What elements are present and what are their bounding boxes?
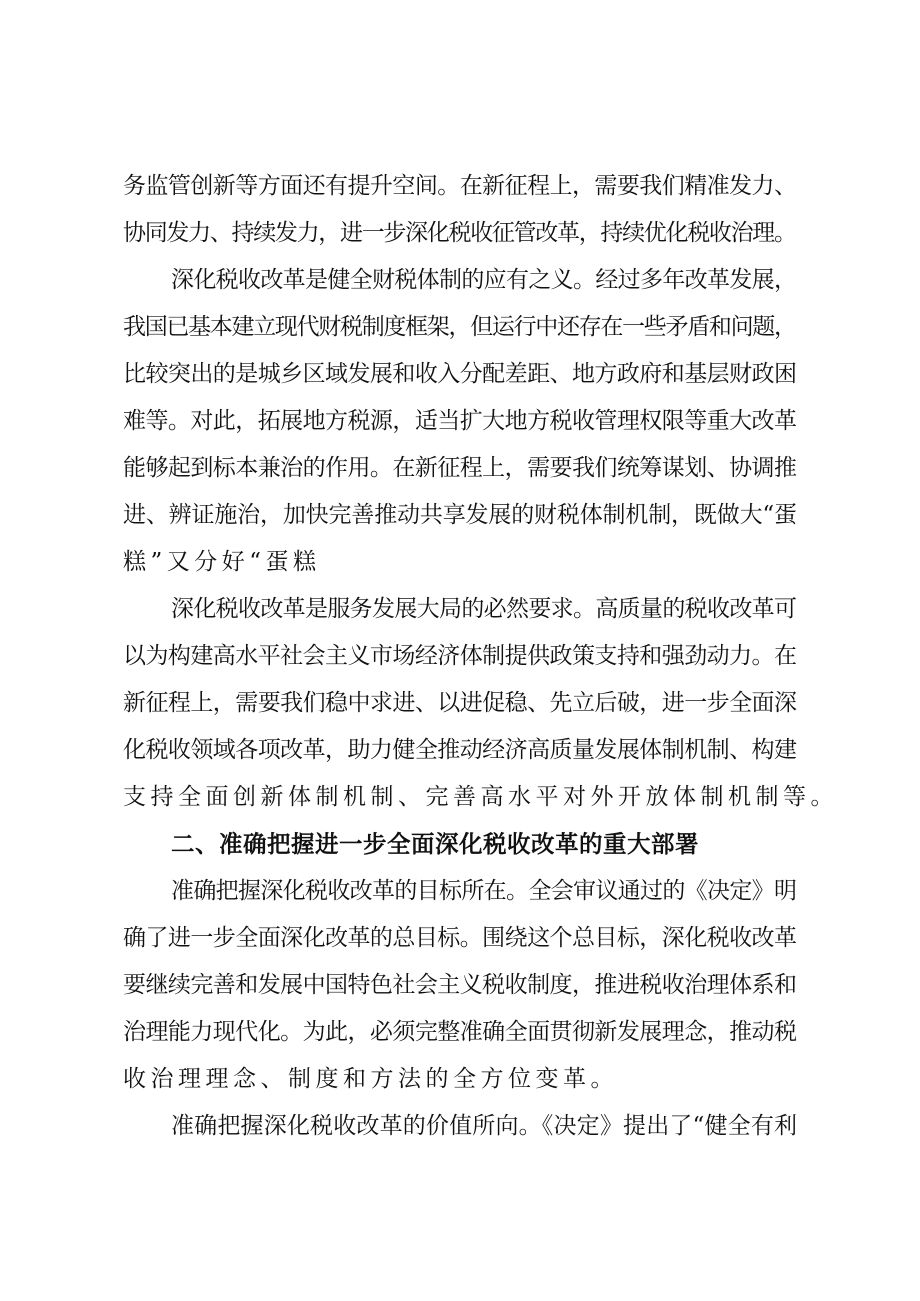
paragraph-line: 协同发力、持续发力，进一步深化税收征管改革，持续优化税收治理。 xyxy=(123,220,796,246)
paragraph-first-line: 准确把握深化税收改革的价值所向。《决定》提出了“健全有利 xyxy=(171,1113,798,1139)
paragraph-line: 进、辨证施治，加快完善推动共享发展的财税体制机制，既做大“蛋 xyxy=(123,502,797,528)
paragraph-line: 难等。对此，拓展地方税源，适当扩大地方税收管理权限等重大改革 xyxy=(123,408,797,434)
paragraph-line: 务监管创新等方面还有提升空间。在新征程上，需要我们精准发力、 xyxy=(123,173,797,199)
paragraph-line: 我国已基本建立现代财税制度框架，但运行中还存在一些矛盾和问题， xyxy=(123,314,796,340)
paragraph-line: 比较突出的是城乡区域发展和收入分配差距、地方政府和基层财政困 xyxy=(123,361,797,387)
paragraph-first-line: 准确把握深化税收改革的目标所在。全会审议通过的《决定》明 xyxy=(171,878,797,904)
paragraph-line: 化税收领域各项改革，助力健全推动经济高质量发展体制机制、构建 xyxy=(123,737,797,763)
section-heading: 二、准确把握进一步全面深化税收改革的重大部署 xyxy=(171,830,699,858)
paragraph-line: 收治理理念、制度和方法的全方位变革。 xyxy=(123,1066,618,1092)
paragraph-line: 以为构建高水平社会主义市场经济体制提供政策支持和强劲动力。在 xyxy=(123,643,797,669)
paragraph-line: 糕”又分好“蛋糕 xyxy=(123,549,321,575)
paragraph-line: 治理能力现代化。为此，必须完整准确全面贯彻新发展理念，推动税 xyxy=(123,1019,797,1045)
paragraph-line: 要继续完善和发展中国特色社会主义税收制度，推进税收治理体系和 xyxy=(123,972,797,998)
paragraph-line: 能够起到标本兼治的作用。在新征程上，需要我们统筹谋划、协调推 xyxy=(123,455,797,481)
paragraph-line: 确了进一步全面深化改革的总目标。围绕这个总目标，深化税收改革 xyxy=(123,925,797,951)
paragraph-first-line: 深化税收改革是健全财税体制的应有之义。经过多年改革发展， xyxy=(171,267,797,293)
paragraph-line: 新征程上，需要我们稳中求进、以进促稳、先立后破，进一步全面深 xyxy=(123,690,797,716)
paragraph-first-line: 深化税收改革是服务发展大局的必然要求。高质量的税收改革可 xyxy=(171,596,797,622)
paragraph-line: 支持全面创新体制机制、完善高水平对外开放体制机制等。 xyxy=(123,784,838,810)
